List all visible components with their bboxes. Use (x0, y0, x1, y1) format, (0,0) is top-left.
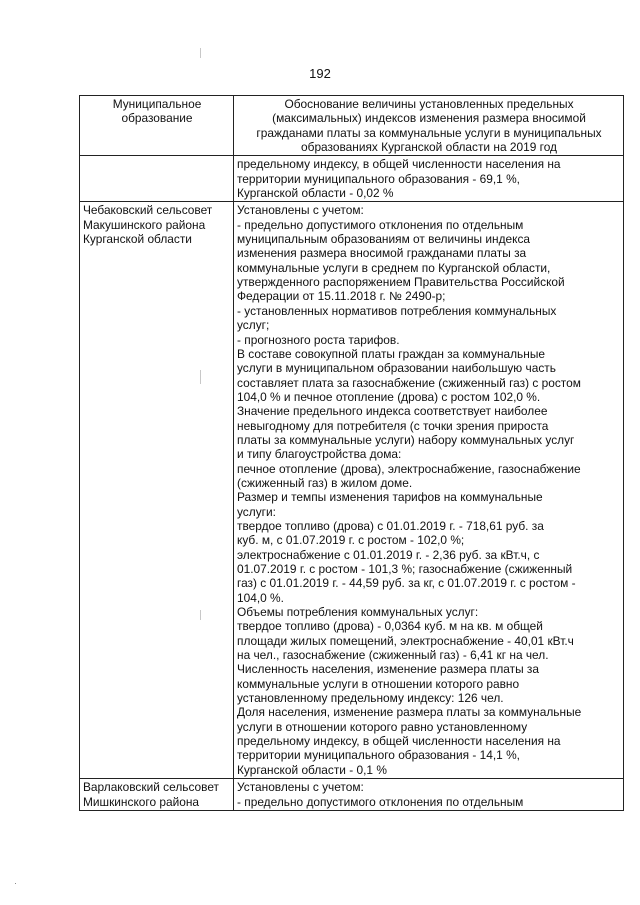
justification-text (237, 203, 621, 777)
text-line: Объемы потребления коммунальных услуг: (237, 605, 479, 620)
justification-cell (234, 779, 624, 811)
text-line: Макушинского района (83, 217, 206, 232)
text-line: твердое топливо (дрова) с 01.01.2019 г. - 718,61 руб. за (237, 518, 544, 533)
text-line: Муниципальное (112, 97, 202, 111)
justification-cell (234, 156, 624, 202)
text-line: Размер и темпы изменения тарифов на коммунальные (237, 490, 543, 505)
text-line: Установлены с учетом: (237, 203, 364, 218)
text-line: - предельно допустимого отклонения по отдельным (237, 794, 524, 809)
text-line: составляет плата за газоснабжение (сжиженный газ) с ростом (237, 375, 581, 390)
text-line: 104,0 % и печное отопление (дрова) с ростом 102,0 %. (237, 389, 541, 404)
text-line: печное отопление (дрова), электроснабжение, газоснабжение (237, 461, 581, 476)
municipality-text (83, 203, 231, 246)
text-line: - установленных нормативов потребления коммунальных (237, 303, 557, 318)
text-line: на чел., газоснабжение (сжиженный газ) - 6,41 кг на чел. (237, 648, 549, 663)
text-line: - предельно допустимого отклонения по отдельным (237, 217, 524, 232)
text-line: образование (121, 111, 193, 126)
tariff-index-table (79, 95, 624, 811)
text-line: предельному индексу, в общей численности населения на (237, 157, 561, 172)
justification-text (237, 157, 621, 200)
table-header-row (80, 96, 624, 156)
text-line: Курганской области - 0,02 % (237, 186, 394, 201)
text-line: установленному предельному индексу: 126 чел. (237, 691, 504, 706)
text-line: невыгодному для потребителя (с точки зрения прироста (237, 418, 549, 433)
municipality-text (83, 780, 231, 809)
text-line: электроснабжение с 01.01.2019 г. - 2,36 руб. за кВт.ч, с (237, 547, 540, 562)
text-line: В составе совокупной платы граждан за коммунальные (237, 346, 545, 361)
table-row (80, 156, 624, 202)
text-line: Обоснование величины установленных предельных (284, 97, 574, 111)
text-line: гражданами платы за коммунальные услуги в муниципальных (256, 125, 602, 140)
text-line: платы за коммунальные услуги) набору коммунальных услуг (237, 432, 575, 447)
header-justification-cell (234, 96, 624, 156)
text-line: твердое топливо (дрова) - 0,0364 куб. м на кв. м общей (237, 619, 543, 634)
text-line: Численность населения, изменение размера платы за (237, 662, 539, 677)
header-justification-text (237, 97, 621, 154)
text-line: и типу благоустройства дома: (237, 447, 402, 462)
scan-speck-mark: · (14, 878, 17, 888)
text-line: Мишкинского района (83, 794, 200, 809)
municipality-cell (80, 202, 234, 779)
text-line: Федерации от 15.11.2018 г. № 2490-р; (237, 289, 446, 304)
text-line: услуги в отношении которого равно установленному (237, 719, 528, 734)
text-line: Доля населения, изменение размера платы за коммунальные (237, 705, 582, 720)
table-row (80, 202, 624, 779)
text-line: 104,0 %. (237, 590, 284, 605)
text-line: куб. м, с 01.07.2019 г. с ростом - 102,0 %; (237, 533, 465, 548)
text-line: коммунальные услуги в среднем по Курганской области, (237, 260, 551, 275)
text-line: газ) с 01.01.2019 г. - 44,59 руб. за кг, с 01.07.2019 г. с ростом - (237, 576, 576, 591)
text-line: Курганской области (83, 232, 192, 247)
header-municipality-cell (80, 96, 234, 156)
text-line: Варлаковский сельсовет (83, 780, 220, 795)
header-municipality-text (83, 97, 231, 126)
text-line: Курганской области - 0,1 % (237, 762, 387, 777)
text-line: Установлены с учетом: (237, 780, 364, 795)
text-line: территории муниципального образования - 69,1 %, (237, 171, 520, 186)
text-line: - прогнозного роста тарифов. (237, 332, 400, 347)
text-line: муниципальным образованиям от величины индекса (237, 232, 531, 247)
text-line: услуги: (237, 504, 276, 519)
page-number: 192 (309, 66, 331, 81)
binding-spine-mark-top (200, 48, 201, 58)
text-line: площади жилых помещений, электроснабжение - 40,01 кВт.ч (237, 633, 574, 648)
text-line: предельному индексу, в общей численности населения на (237, 734, 561, 749)
text-line: (сжиженный газ) в жилом доме. (237, 475, 413, 490)
text-line: 01.07.2019 г. с ростом - 101,3 %; газоснабжение (сжиженный (237, 562, 573, 576)
text-line: образованиях Курганской области на 2019 год (301, 140, 557, 155)
text-line: территории муниципального образования - 14,1 %, (237, 748, 520, 763)
text-line: услуги в муниципальном образовании наибольшую часть (237, 361, 556, 376)
text-line: Чебаковский сельсовет (83, 203, 213, 218)
text-line: услуг; (237, 318, 270, 333)
table-row (80, 779, 624, 811)
text-line: Значение предельного индекса соответствует наиболее (237, 404, 548, 419)
text-line: (максимальных) индексов изменения размера вносимой (272, 111, 586, 126)
municipality-cell (80, 779, 234, 811)
justification-text (237, 780, 621, 809)
text-line: изменения размера вносимой гражданами платы за (237, 246, 527, 261)
text-line: коммунальные услуги в отношении которого равно (237, 676, 520, 691)
municipality-cell (80, 156, 234, 202)
text-line: утвержденного распоряжением Правительства Российской (237, 275, 565, 290)
justification-cell (234, 202, 624, 779)
